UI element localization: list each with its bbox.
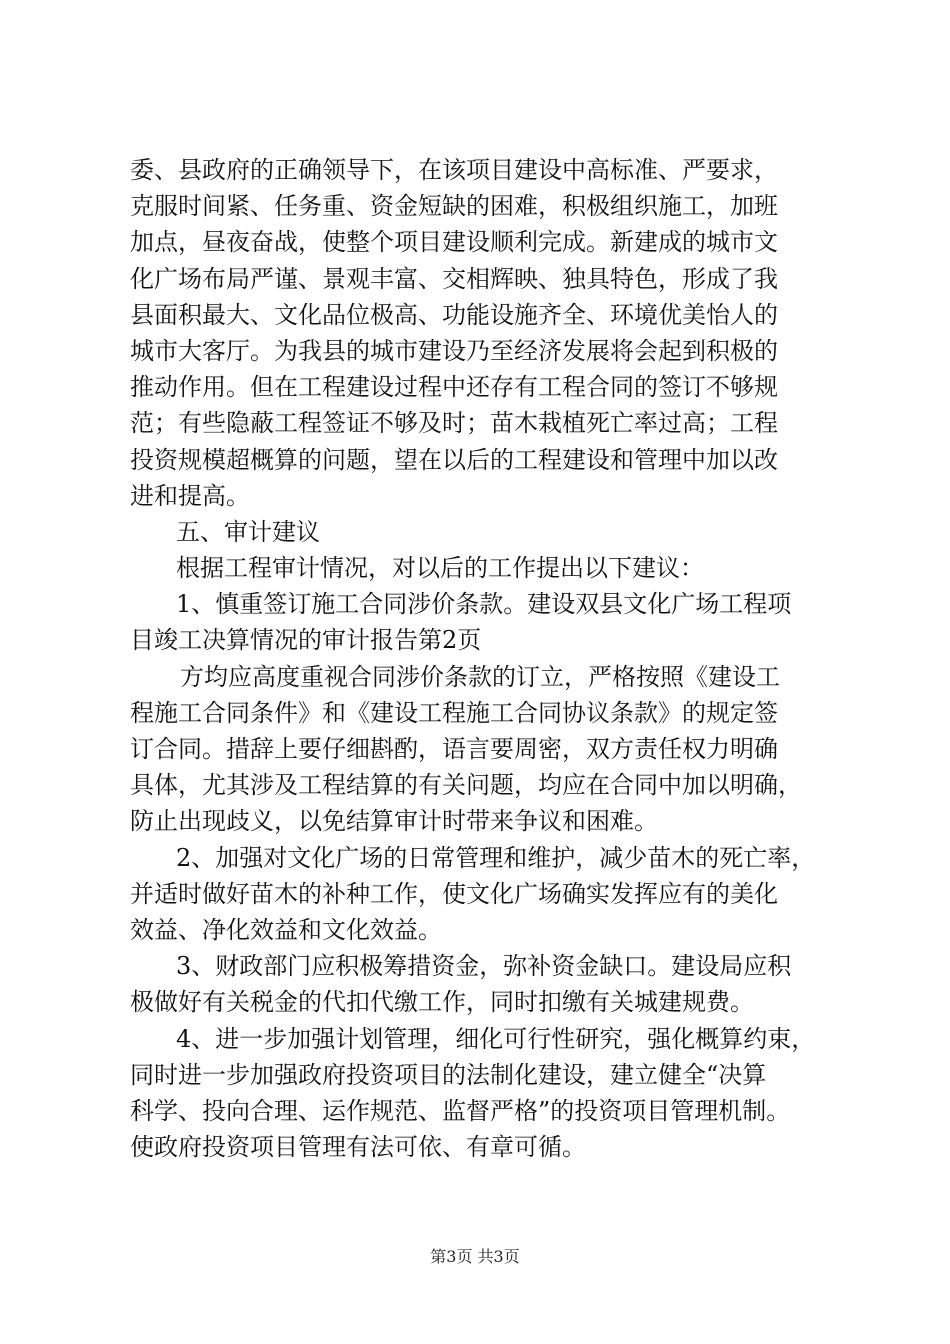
page-footer [0,1244,950,1267]
text-line: 化广场布局严谨、景观丰富、交相辉映、独具特色，形成了我 [130,264,778,293]
text-line: 3、财政部门应积极筹措资金，弥补资金缺口。建设局应积 [176,952,792,981]
document-body [130,152,820,1165]
text-line: 加点，昼夜奋战，使整个项目建设顺利完成。新建成的城市文 [130,228,778,257]
text-line: 4、进一步加强计划管理，细化可行性研究，强化概算约束， [176,1024,816,1053]
text-line: 推动作用。但在工程建设过程中还存有工程合同的签订不够规 [130,373,778,402]
text-line: 同时进一步加强政府投资项目的法制化建设，建立健全“决算 [130,1060,767,1089]
text-line: 效益、净化效益和文化效益。 [130,915,442,944]
text-line: 城市大客厅。为我县的城市建设乃至经济发展将会起到积极的 [130,336,778,365]
text-line: 范；有些隐蔽工程签证不够及时；苗木栽植死亡率过高；工程 [130,409,778,438]
text-line: 防止出现歧义，以免结算审计时带来争议和困难。 [130,807,658,836]
text-line: 目竣工决算情况的审计报告第2页 [130,626,482,655]
text-line: 程施工合同条件》和《建设工程施工合同协议条款》的规定签 [130,698,778,727]
text-line: 委、县政府的正确领导下，在该项目建设中高标准、严要求， [130,156,778,184]
text-line: 使政府投资项目管理有法可依、有章可循。 [130,1133,586,1162]
text-line: 科学、投向合理、运作规范、监督严格”的投资项目管理机制。 [130,1096,791,1125]
text-line: 县面积最大、文化品位极高、功能设施齐全、环境优美怡人的 [130,300,778,329]
text-line: 2、加强对文化广场的日常管理和维护，减少苗木的死亡率， [176,843,816,872]
text-line: 1、慎重签订施工合同涉价条款。建设双县文化广场工程项 [176,590,792,619]
text-line: 投资规模超概算的问题，望在以后的工程建设和管理中加以改 [130,445,778,474]
text-line: 具体，尤其涉及工程结算的有关问题，均应在合同中加以明确， [130,771,802,800]
text-line: 订合同。措辞上要仔细斟酌，语言要周密，双方责任权力明确 [130,735,778,763]
text-line: 根据工程审计情况，对以后的工作提出以下建议： [176,554,704,583]
text-line: 并适时做好苗木的补种工作，使文化广场确实发挥应有的美化 [130,879,778,908]
text-line: 极做好有关税金的代扣代缴工作，同时扣缴有关城建规费。 [130,988,754,1017]
text-line: 克服时间紧、任务重、资金短缺的困难，积极组织施工，加班 [130,192,778,221]
section-heading: 五、审计建议 [176,517,320,546]
text-line: 方均应高度重视合同涉价条款的订立，严格按照《建设工 [180,662,780,691]
text-line: 进和提高。 [130,481,250,510]
page-number-label: 第3页 共3页 [430,1247,520,1266]
